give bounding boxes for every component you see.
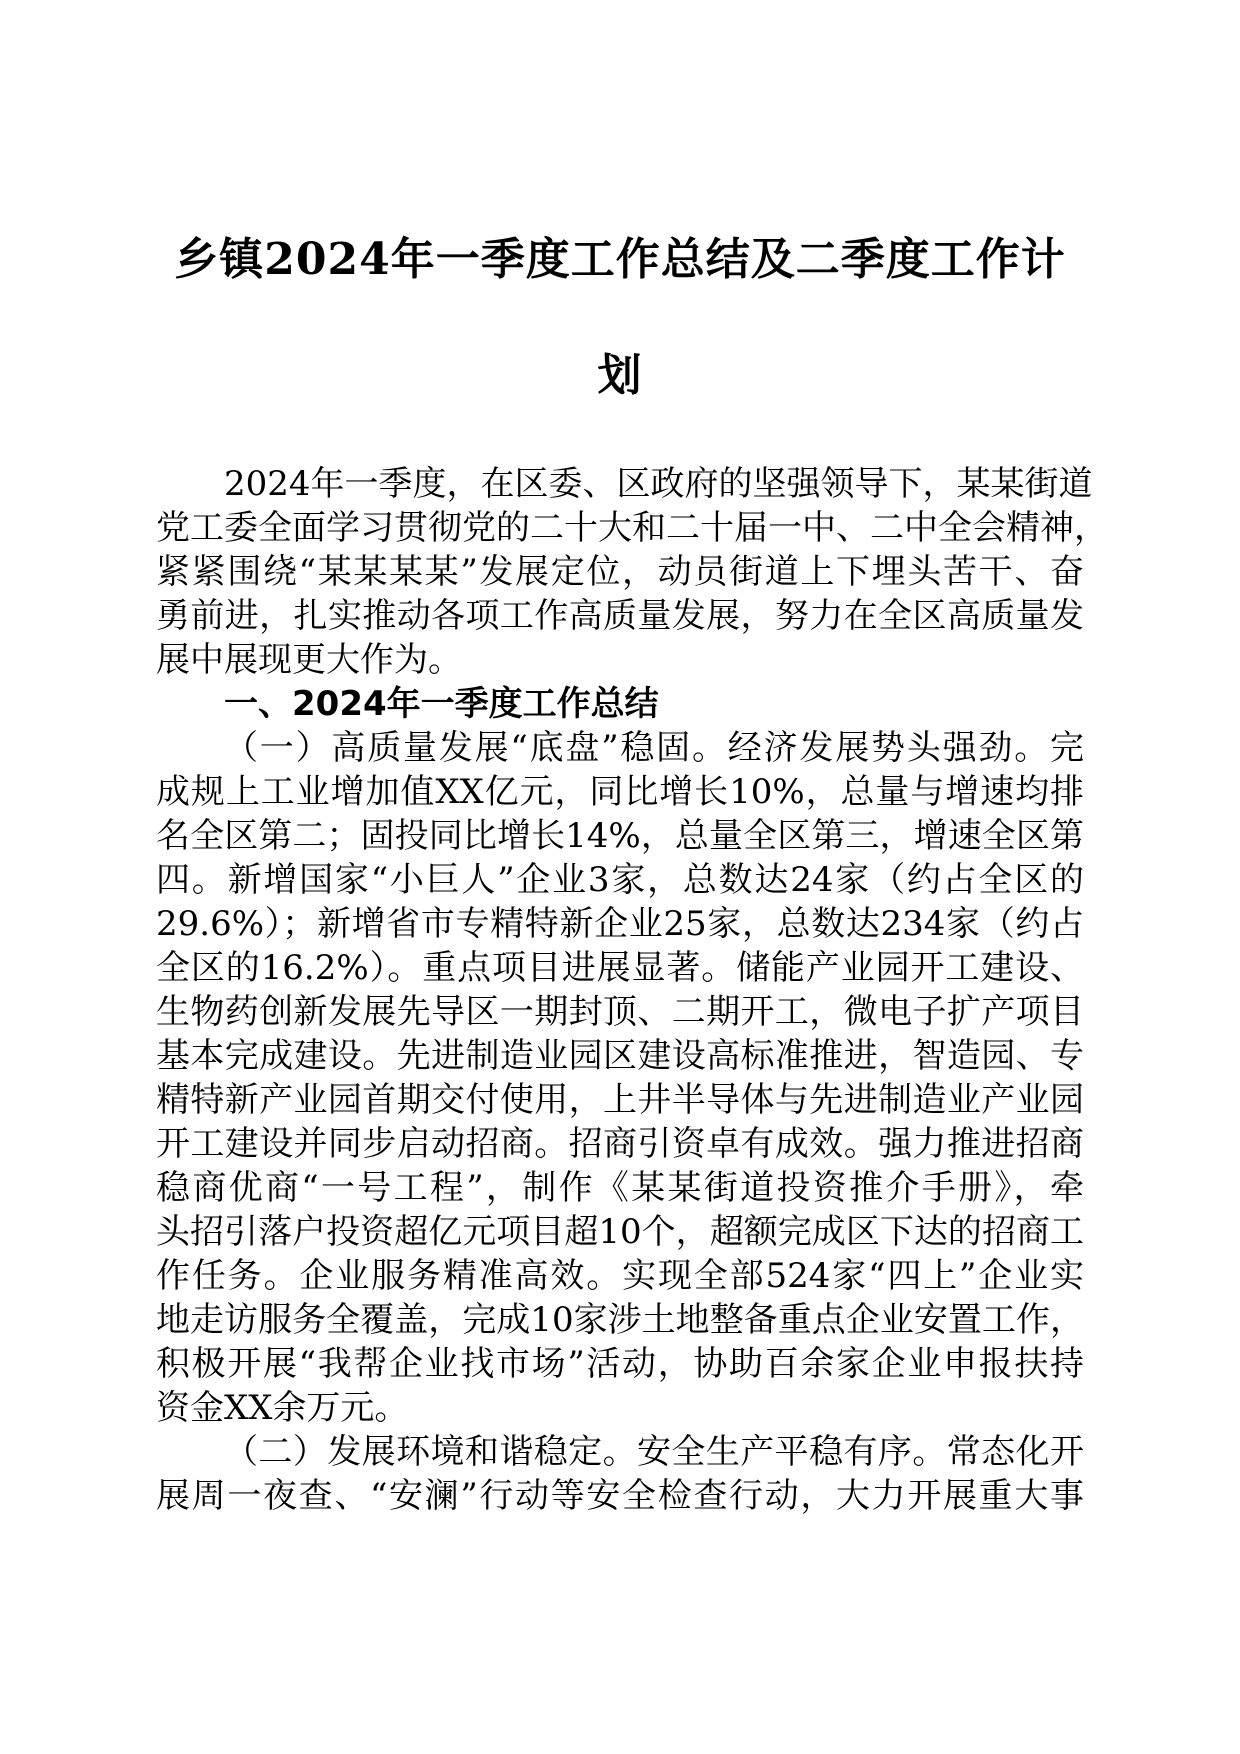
document-title-line-1: 乡镇2024年一季度工作总结及二季度工作计	[174, 234, 1066, 285]
intro-line: 勇前进，扎实推动各项工作高质量发展，努力在全区高质量发	[156, 596, 1084, 636]
part1-line: 29.6%）；新增省市专精特新企业25家，总数达234家（约占	[156, 904, 1084, 944]
intro-line: 2024年一季度，在区委、区政府的坚强领导下，某某街道	[224, 464, 1093, 504]
part1-line: 全区的16.2%）。重点项目进展显著。储能产业园开工建设、	[156, 948, 1084, 988]
section-heading: 一、2024年一季度工作总结	[224, 684, 659, 724]
part1-line: 基本完成建设。先进制造业园区建设高标准推进，智造园、专	[156, 1036, 1084, 1076]
part1-line: 作任务。企业服务精准高效。实现全部524家“四上”企业实	[156, 1256, 1084, 1296]
part1-line: （一）高质量发展“底盘”稳固。经济发展势头强劲。完	[224, 728, 1084, 768]
intro-line: 展中展现更大作为。	[156, 640, 462, 680]
intro-line: 党工委全面学习贯彻党的二十大和二十届一中、二中全会精神，	[156, 508, 1108, 548]
part1-line: 资金XX余万元。	[156, 1388, 409, 1428]
part1-line: 四。新增国家“小巨人”企业3家，总数达24家（约占全区的	[156, 860, 1084, 900]
part1-line: 成规上工业增加值XX亿元，同比增长10%，总量与增速均排	[156, 772, 1084, 812]
part1-line: 生物药创新发展先导区一期封顶、二期开工，微电子扩产项目	[156, 992, 1084, 1032]
document-title-line-2: 划	[597, 350, 643, 401]
part1-line: 精特新产业园首期交付使用，上井半导体与先进制造业产业园	[156, 1080, 1084, 1120]
intro-line: 紧紧围绕“某某某某”发展定位，动员街道上下埋头苦干、奋	[156, 552, 1084, 592]
part1-line: 稳商优商“一号工程”，制作《某某街道投资推介手册》，牵	[156, 1168, 1084, 1208]
part1-line: 名全区第二；固投同比增长14%，总量全区第三，增速全区第	[156, 816, 1084, 856]
part2-line: （二）发展环境和谐稳定。安全生产平稳有序。常态化开	[224, 1432, 1084, 1472]
part1-line: 开工建设并同步启动招商。招商引资卓有成效。强力推进招商	[156, 1124, 1084, 1164]
part1-line: 头招引落户投资超亿元项目超10个，超额完成区下达的招商工	[156, 1212, 1084, 1252]
part1-line: 积极开展“我帮企业找市场”活动，协助百余家企业申报扶持	[156, 1344, 1084, 1384]
part2-line: 展周一夜查、“安澜”行动等安全检查行动，大力开展重大事	[156, 1476, 1084, 1516]
part1-line: 地走访服务全覆盖，完成10家涉土地整备重点企业安置工作，	[156, 1300, 1084, 1340]
